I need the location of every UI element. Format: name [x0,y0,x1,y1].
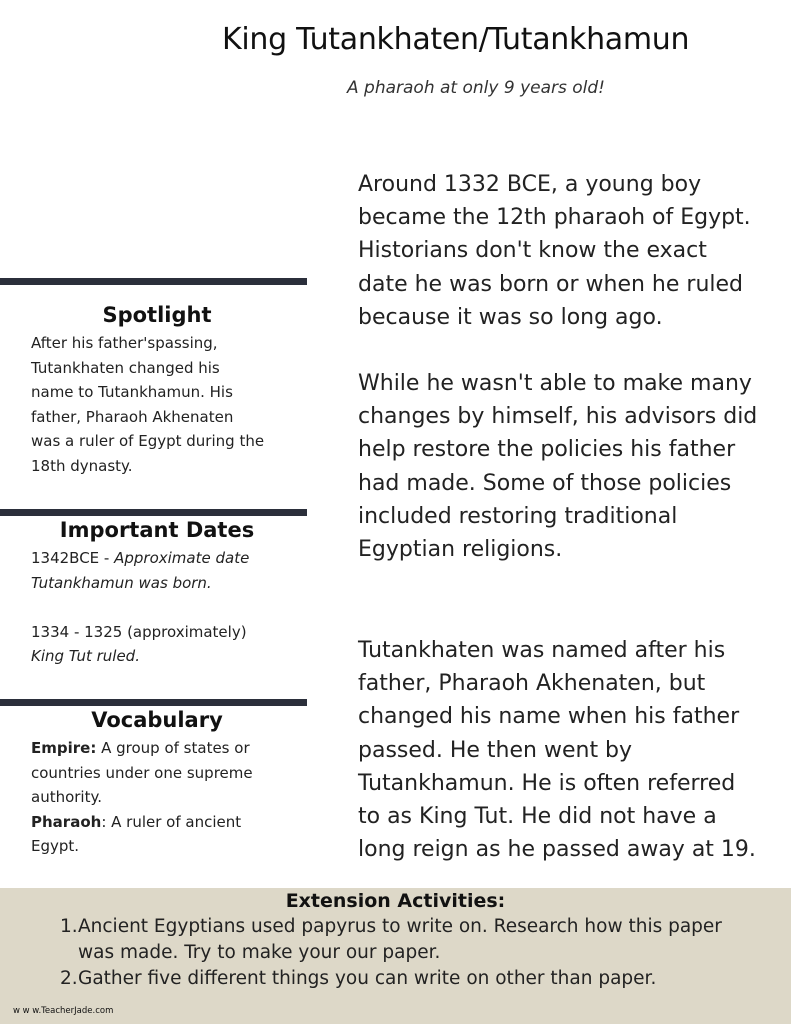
spotlight-line: Tutankhaten changed his [31,358,220,377]
extension-item [60,914,760,966]
item-line: Ancient Egyptians used papyrus to write on. Research how this paper [78,916,722,937]
spotlight-line: After his father'spassing, [31,334,218,352]
page-title: King Tutankhaten/Tutankhamun [222,22,690,57]
paragraph-line: changes by himself, his advisors did [358,404,758,430]
spotlight-line: name to Tutankhamun. His [31,383,233,401]
item-number: 1. [60,916,78,937]
paragraph-line: to as King Tut. He did not have a [358,804,717,830]
paragraph-line: help restore the policies his father [358,437,736,463]
spotlight-line: father, Pharaoh Akhenaten [31,407,234,426]
date-entry-continued [31,571,293,596]
date-entry [31,546,293,571]
extension-item [60,966,760,992]
date-entry-continued [31,644,293,669]
vocab-term: Empire: [31,739,97,757]
date-description: King Tut ruled. [31,647,140,665]
paragraph-line: passed. He then went by [358,737,633,763]
spotlight-line: was a ruler of Egypt during the [31,432,265,450]
date-label: 1334 - 1325 (approximately) [31,622,247,641]
paragraph-line: While he wasn't able to make many [358,371,752,396]
date-description: Tutankhamun was born. [31,573,212,592]
page-subtitle: A pharaoh at only 9 years old! [347,78,605,98]
vocabulary-list [31,736,293,859]
main-paragraph-3 [358,634,778,866]
main-paragraph-2 [358,367,778,566]
spotlight-heading: Spotlight [102,303,212,327]
date-label: 1342BCE - [31,549,115,567]
paragraph-line: Egyptian religions. [358,537,563,563]
item-line: Gather five different things you can write on other than paper. [78,968,657,989]
section-divider [0,509,307,516]
vocab-entry-continued: Egypt. [31,837,80,855]
section-divider [0,278,307,285]
paragraph-line: included restoring traditional [358,503,678,529]
footer-website: w w w.TeacherJade.com [13,1006,114,1016]
extension-activities-heading: Extension Activities: [285,890,506,912]
paragraph-line: Around 1332 BCE, a young boy [358,172,702,197]
spacer [31,595,293,620]
extension-activities-list [60,914,760,992]
paragraph-line: had made. Some of those policies [358,470,732,496]
vocab-entry [31,810,293,835]
vocab-term: Pharaoh [31,812,102,831]
important-dates-list [31,546,293,669]
paragraph-line: long reign as he passed away at 19. [358,837,756,863]
vocab-entry [31,736,293,761]
important-dates-heading: Important Dates [59,518,255,542]
section-divider [0,699,307,706]
vocab-definition: : A ruler of ancient [101,812,242,831]
paragraph-line: became the 12th pharaoh of Egypt. [358,205,751,231]
paragraph-line: changed his name when his father [358,704,740,730]
date-description: Approximate date [114,549,250,567]
main-paragraph-1 [358,168,778,334]
vocabulary-heading: Vocabulary [91,708,223,732]
paragraph-line: Tutankhamun. He is often referred [358,770,736,796]
paragraph-line: Historians don't know the exact [358,238,707,264]
vocab-definition: A group of states or [96,739,250,757]
vocab-entry-continued: countries under one supreme [31,763,253,782]
paragraph-line: because it was so long ago. [358,304,663,330]
paragraph-line: date he was born or when he ruled [358,271,743,297]
spotlight-line: 18th dynasty. [31,456,133,475]
item-number: 2. [60,968,78,989]
paragraph-line: father, Pharaoh Akhenaten, but [358,671,706,697]
spotlight-text [31,331,293,478]
date-entry [31,620,293,645]
vocab-entry-continued: authority. [31,788,102,806]
item-line: was made. Try to make your our paper. [78,942,441,963]
paragraph-line: Tutankhaten was named after his [358,638,726,663]
